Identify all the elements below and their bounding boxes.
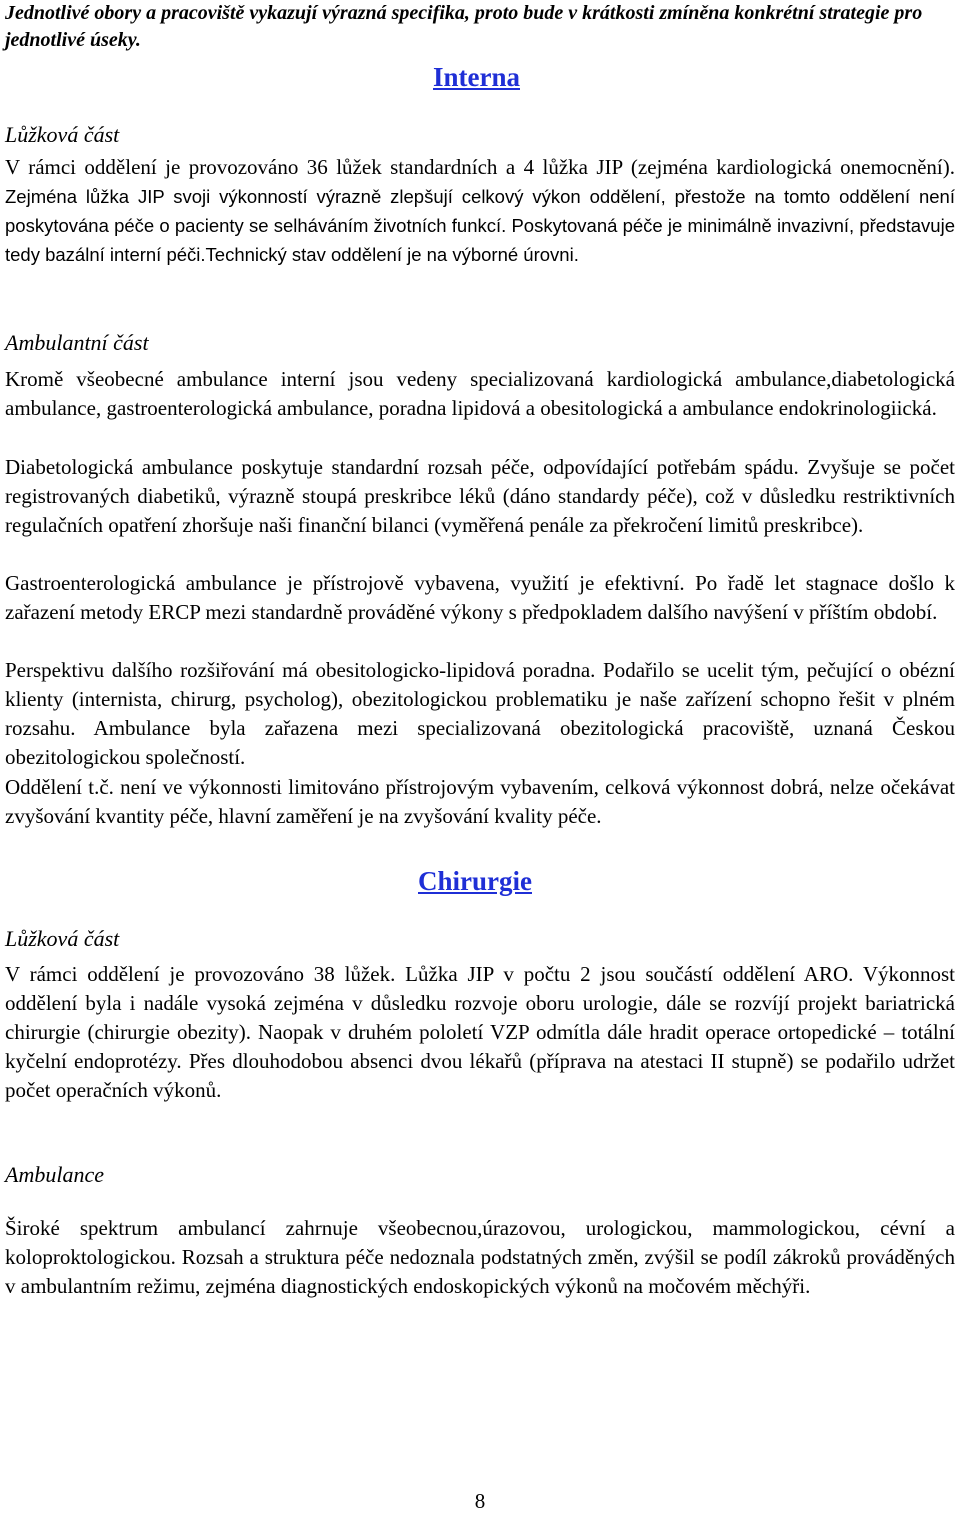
paragraph-interna-luzkova-serif: V rámci oddělení je provozováno 36 lůžek standardních a 4 lůžka JIP (zejména kardiologická onemocnění). [5, 155, 955, 179]
paragraph-chirurgie-ambulance: Široké spektrum ambulancí zahrnuje všeobecnou,úrazovou, urologickou, mammologickou, cévní a koloproktologickou. Rozsah a struktura péče nedoznala podstatných změn, zvýšil se podíl zákroků prováděných v ambulantním režimu, zejména diagnostických endoskopických výkonů na močovém měchýři. [5, 1216, 955, 1298]
page-number: 8 [474, 1489, 486, 1513]
subheading-chirurgie-luzkova: Lůžková část [5, 926, 120, 951]
subheading-chirurgie-ambulance: Ambulance [5, 1162, 104, 1187]
paragraph-interna-gastroenterologicka: Gastroenterologická ambulance je přístrojově vybavena, využití je efektivní. Po řadě let stagnace došlo k zařazení metody ERCP mezi standardně prováděné výkony s předpokladem dalšího navýšení v příštím období. [5, 571, 955, 624]
paragraph-interna-vykonnost: Oddělení t.č. není ve výkonnosti limitováno přístrojovým vybavením, celková výkonnost dobrá, nelze očekávat zvyšování kvantity péče, hlavní zaměření je na zvyšování kvality péče. [5, 775, 955, 828]
intro-paragraph: Jednotlivé obory a pracoviště vykazují výrazná specifika, proto bude v krátkosti zmíněna konkrétní strategie pro jednotlivé úseky. [5, 2, 923, 51]
section-title-chirurgie: Chirurgie [418, 866, 532, 896]
paragraph-interna-luzkova-sans: Zejména lůžka JIP svoji výkonností výrazně zlepšují celkový výkon oddělení, přestože na tomto oddělení není poskytována péče o pacienty se selháváním životních funkcí. Poskytovaná péče je minimálně invazivní, představuje tedy bazální interní péči.Technický stav oddělení je na výborné úrovni. [5, 186, 955, 265]
section-title-interna: Interna [433, 62, 520, 92]
paragraph-interna-diabetologicka: Diabetologická ambulance poskytuje standardní rozsah péče, odpovídající potřebám spádu. Zvyšuje se počet registrovaných diabetiků, výrazně stoupá preskribce léků (dáno standardy péče), což v důsledku restriktivních regulačních opatření zhoršuje naši finanční bilanci (vyměřená penále za překročení limitů preskribce). [5, 455, 955, 537]
subheading-interna-ambulantni: Ambulantní část [5, 330, 149, 355]
subheading-interna-luzkova: Lůžková část [5, 122, 120, 147]
paragraph-interna-ambulance-overview: Kromě všeobecné ambulance interní jsou vedeny specializovaná kardiologická ambulance,diabetologická ambulance, gastroenterologická ambulance, poradna lipidová a obesitologická a ambulance endokrinologiická. [5, 367, 955, 420]
paragraph-chirurgie-luzkova: V rámci oddělení je provozováno 38 lůžek. Lůžka JIP v počtu 2 jsou součástí oddělení ARO. Výkonnost oddělení byla i nadále vysoká zejména v důsledku rozvoje oboru urologie, dále se rozvíjí projekt bariatrická chirurgie (chirurgie obezity). Naopak v druhém pololetí VZP odmítla dále hradit operace ortopedické – totální kyčelní endoprotézy. Přes dlouhodobou absenci dvou lékařů (příprava na atestaci II stupně) se podařilo udržet počet operačních výkonů. [5, 962, 955, 1102]
paragraph-interna-obesitologicka: Perspektivu dalšího rozšiřování má obesitologicko-lipidová poradna. Podařilo se ucelit tým, pečující o obézní klienty (internista, chirurg, psycholog), obezitologickou problematiku je naše zařízení schopno řešit v plném rozsahu. Ambulance byla zařazena mezi specializovaná obezitologická pracoviště, uznaná Českou obezitologickou společností. [5, 658, 955, 769]
paragraph-interna-luzkova [5, 153, 955, 269]
